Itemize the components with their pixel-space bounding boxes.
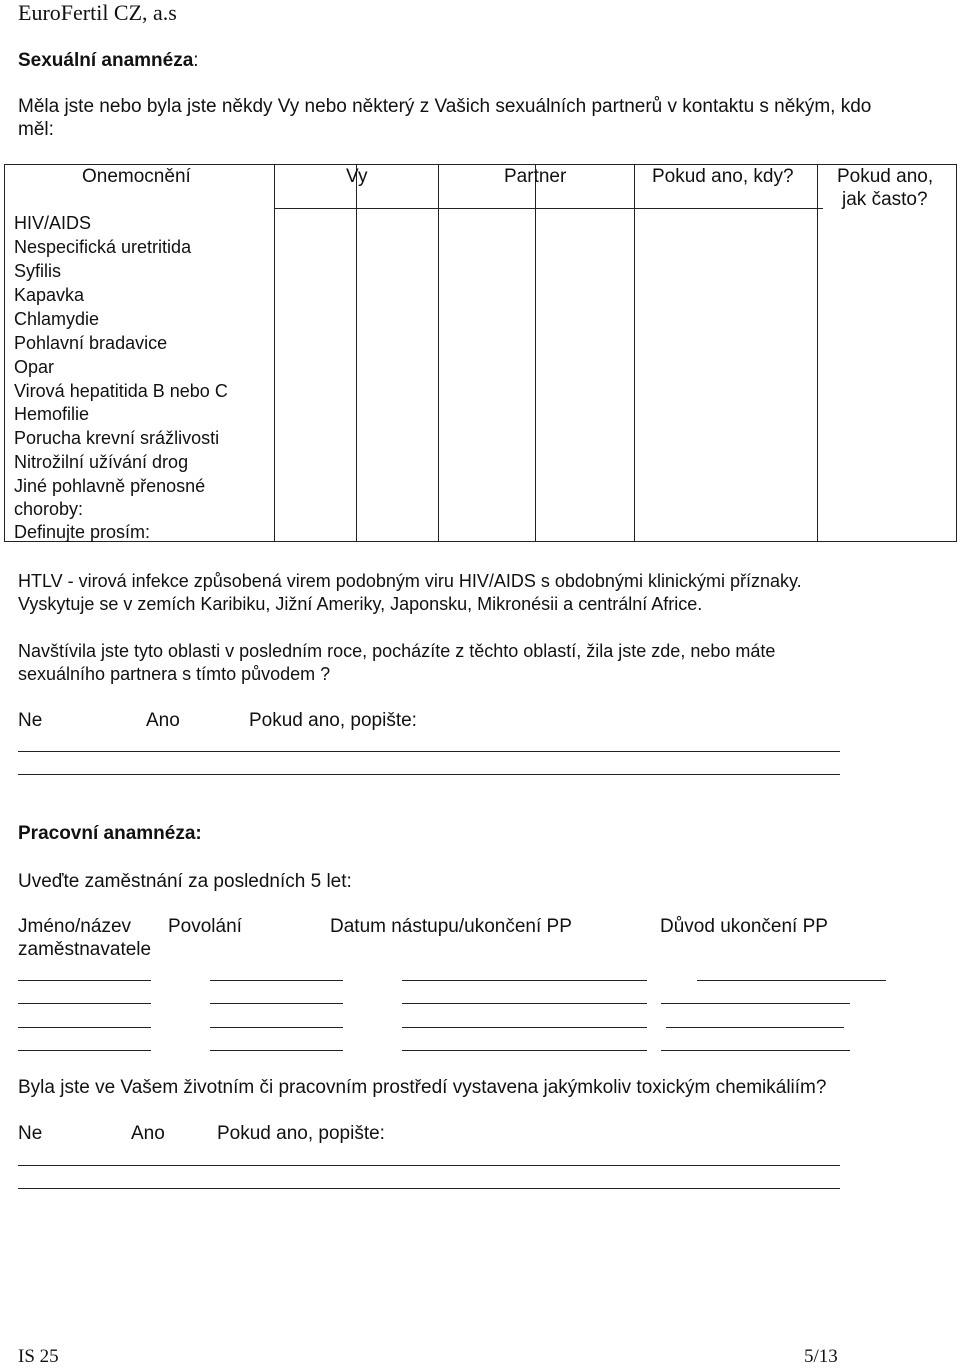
occupation-line[interactable] (210, 1027, 343, 1028)
header-jak-casto-1: Pokud ano, (837, 166, 934, 187)
table-row: Nespecifická uretritida (14, 237, 192, 257)
company-name: EuroFertil CZ, a.s (18, 0, 177, 25)
reason-line[interactable] (697, 980, 886, 981)
header-onemocneni: Onemocnění (82, 166, 191, 187)
col-divider-vy-right (356, 164, 357, 542)
disease-table (4, 164, 957, 542)
table-row: Opar (14, 357, 55, 377)
table-row: Jiné pohlavně přenosné (14, 476, 206, 496)
reason-line[interactable] (661, 1050, 850, 1051)
col-divider-kdy-right (817, 164, 818, 542)
dates-line[interactable] (402, 980, 647, 981)
col-divider-partner-left (438, 164, 439, 542)
section-heading-work: Pracovní anamnéza: (18, 823, 202, 844)
chem-answer-yes[interactable]: Ano (131, 1123, 165, 1144)
header-partner: Partner (504, 166, 567, 187)
header-jak-casto-2: jak často? (842, 189, 928, 210)
employer-line[interactable] (18, 980, 151, 981)
visit-question-line-1: Navštívila jste tyto oblasti v posledním roce, pocházíte z těchto oblastí, žila jste zde, nebo máte (18, 641, 776, 661)
answer-no[interactable]: Ne (18, 710, 43, 731)
employer-line[interactable] (18, 1050, 151, 1051)
col-divider-kdy-left (634, 164, 635, 542)
col-occupation: Povolání (168, 916, 242, 937)
table-row: Hemofilie (14, 404, 90, 424)
table-row: Pohlavní bradavice (14, 333, 168, 353)
sexual-question-line-2: měl: (18, 119, 54, 140)
employer-line[interactable] (18, 1003, 151, 1004)
section-heading-sexual-text: Sexuální anamnéza (18, 50, 194, 71)
table-row: Virová hepatitida B nebo C (14, 381, 228, 401)
occupation-line[interactable] (210, 1050, 343, 1051)
chem-question: Byla jste ve Vašem životním či pracovním prostředí vystavena jakýmkoliv toxickým chemikáliím? (18, 1077, 827, 1098)
sexual-question-line-1: Měla jste nebo byla jste někdy Vy nebo některý z Vašich sexuálních partnerů v kontaktu s někým, kdo (18, 96, 872, 117)
reason-line[interactable] (661, 1003, 850, 1004)
chem-answer-no[interactable]: Ne (18, 1123, 43, 1144)
col-employer-1: Jméno/název (18, 916, 132, 937)
table-row: Kapavka (14, 285, 85, 305)
dates-line[interactable] (402, 1050, 647, 1051)
table-row: choroby: (14, 499, 84, 519)
occupation-line[interactable] (210, 980, 343, 981)
occupation-line[interactable] (210, 1003, 343, 1004)
col-reason: Důvod ukončení PP (660, 916, 828, 937)
htlv-line-1: HTLV - virová infekce způsobená virem podobným viru HIV/AIDS s obdobnými klinickými příznaky. (18, 571, 802, 591)
header-kdy: Pokud ano, kdy? (652, 166, 794, 187)
chem-describe-line[interactable] (18, 1165, 840, 1166)
chem-describe-line[interactable] (18, 1188, 840, 1189)
table-row: Porucha krevní srážlivosti (14, 428, 220, 448)
table-row: Definujte prosím: (14, 522, 151, 542)
table-border-right (956, 164, 957, 542)
dates-line[interactable] (402, 1027, 647, 1028)
employer-line[interactable] (18, 1027, 151, 1028)
htlv-line-2: Vyskytuje se v zemích Karibiku, Jižní Ameriky, Japonsku, Mikronésii a centrální Africe. (18, 594, 703, 614)
section-heading-sexual (18, 49, 199, 72)
section-heading-colon: : (193, 50, 199, 71)
header-vy: Vy (346, 166, 368, 187)
table-row: Chlamydie (14, 309, 100, 329)
table-row: Syfilis (14, 261, 62, 281)
col-employer-2: zaměstnavatele (18, 939, 152, 960)
col-divider-vy (274, 164, 275, 542)
page-number: 5/13 (804, 1346, 838, 1367)
reason-line[interactable] (666, 1027, 844, 1028)
answer-describe-label: Pokud ano, popište: (249, 710, 417, 731)
table-row: Nitrožilní užívání drog (14, 452, 189, 472)
col-dates: Datum nástupu/ukončení PP (330, 916, 572, 937)
footer-code: IS 25 (18, 1346, 59, 1367)
chem-describe-label: Pokud ano, popište: (217, 1123, 385, 1144)
dates-line[interactable] (402, 1003, 647, 1004)
table-border-left (4, 164, 5, 542)
describe-line[interactable] (18, 751, 840, 752)
describe-line[interactable] (18, 774, 840, 775)
visit-question-line-2: sexuálního partnera s tímto původem ? (18, 664, 331, 684)
answer-yes[interactable]: Ano (146, 710, 180, 731)
table-row: HIV/AIDS (14, 213, 92, 233)
work-instruction: Uveďte zaměstnání za posledních 5 let: (18, 871, 352, 892)
col-divider-partner-right (535, 164, 536, 542)
